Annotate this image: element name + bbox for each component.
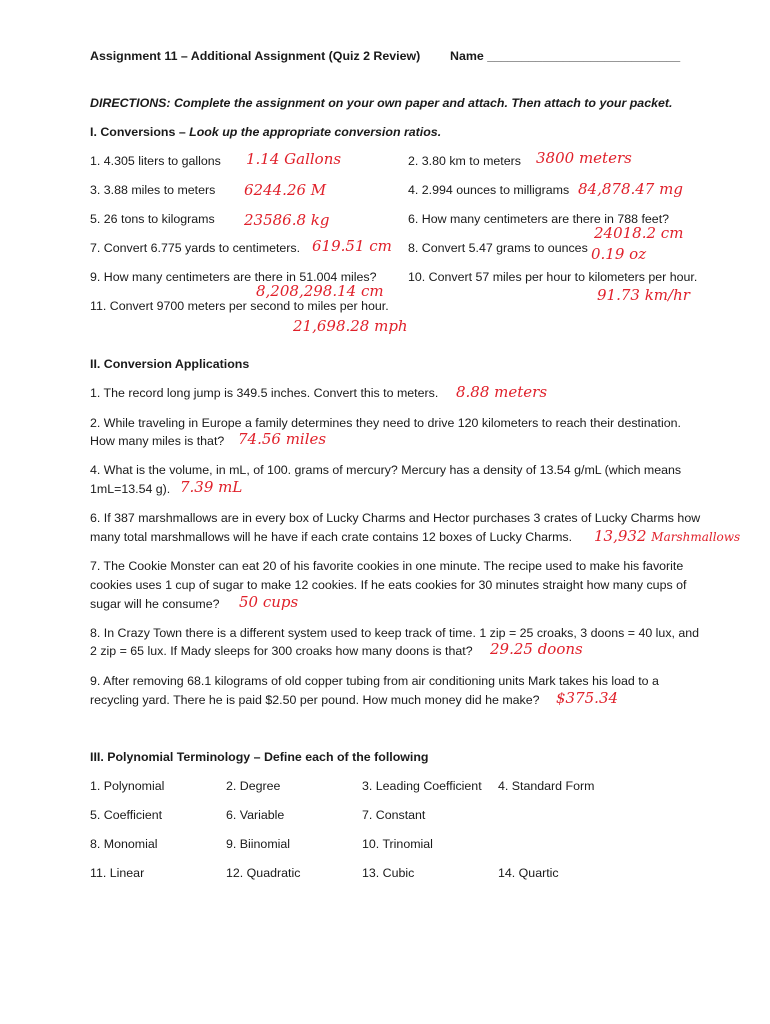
- term-item: 13. Cubic: [362, 866, 415, 880]
- answer-app-q2: 74.56 miles: [238, 430, 327, 448]
- term-item: 6. Variable: [226, 808, 285, 822]
- application-q9-line1: 9. After removing 68.1 kilograms of old copper tubing from air conditioning units Mark takes his load to a: [90, 674, 659, 688]
- answer-q7: 619.51 cm: [312, 237, 392, 255]
- application-q9-line2: recycling yard. There he is paid $2.50 per pound. How much money did he make?: [90, 693, 540, 707]
- application-q7-line1: 7. The Cookie Monster can eat 20 of his favorite cookies in one minute. The recipe used to make his favorite: [90, 559, 684, 573]
- application-q7-line2: cookies uses 1 cup of sugar to make 12 cookies. If he eats cookies for 30 minutes straight how many cups of: [90, 578, 687, 592]
- application-q1: 1. The record long jump is 349.5 inches. Convert this to meters.: [90, 386, 439, 400]
- term-item: 5. Coefficient: [90, 808, 163, 822]
- answer-app-q7: 50 cups: [239, 593, 299, 611]
- term-item: 9. Biinomial: [226, 837, 291, 851]
- term-item: 4. Standard Form: [498, 779, 595, 793]
- answer-q1: 1.14 Gallons: [246, 150, 342, 168]
- term-item: 14. Quartic: [498, 866, 559, 880]
- conversion-q2: 2. 3.80 km to meters: [408, 154, 521, 168]
- conversion-q5: 5. 26 tons to kilograms: [90, 212, 215, 226]
- term-item: 11. Linear: [90, 866, 145, 880]
- application-q6-line2: many total marshmallows will he have if each crate contains 12 boxes of Lucky Charms.: [90, 530, 573, 544]
- conversion-q6: 6. How many centimeters are there in 788 feet?: [408, 212, 670, 226]
- conversion-q1: 1. 4.305 liters to gallons: [90, 154, 221, 168]
- answer-app-q8: 29.25 doons: [490, 640, 583, 658]
- section3-heading: III. Polynomial Terminology – Define each of the following: [90, 750, 429, 764]
- application-q6-line1: 6. If 387 marshmallows are in every box of Lucky Charms and Hector purchases 3 crates of Lucky Charms how: [90, 511, 701, 525]
- answer-app-q1: 8.88 meters: [456, 383, 548, 401]
- term-item: 8. Monomial: [90, 837, 158, 851]
- conversion-q11: 11. Convert 9700 meters per second to miles per hour.: [90, 299, 389, 313]
- conversion-q3: 3. 3.88 miles to meters: [90, 183, 216, 197]
- term-item: 10. Trinomial: [362, 837, 433, 851]
- answer-q11: 21,698.28 mph: [293, 317, 408, 335]
- answer-q4: 84,878.47 mg: [578, 180, 683, 198]
- answer-app-q4: 7.39 mL: [180, 478, 243, 496]
- term-item: 7. Constant: [362, 808, 426, 822]
- term-item: 1. Polynomial: [90, 779, 165, 793]
- application-q2-line2: How many miles is that?: [90, 434, 225, 448]
- conversion-q8: 8. Convert 5.47 grams to ounces: [408, 241, 588, 255]
- answer-app-q9: $375.34: [556, 689, 619, 707]
- answer-q5: 23586.8 kg: [244, 211, 330, 229]
- term-item: 12. Quadratic: [226, 866, 301, 880]
- assignment-title: Assignment 11 – Additional Assignment (Quiz 2 Review): [90, 49, 421, 63]
- answer-app-q6: 13,932 Marshmallows: [594, 527, 741, 545]
- answer-q8: 0.19 oz: [591, 245, 647, 263]
- conversion-q10: 10. Convert 57 miles per hour to kilometers per hour.: [408, 270, 698, 284]
- application-q7-line3: sugar will he consume?: [90, 597, 220, 611]
- answer-q2: 3800 meters: [536, 149, 632, 167]
- answer-q10: 91.73 km/hr: [597, 286, 690, 304]
- directions: DIRECTIONS: Complete the assignment on your own paper and attach. Then attach to your packet.: [90, 96, 673, 110]
- name-line: Name ____________________________: [450, 49, 681, 63]
- application-q2-line1: 2. While traveling in Europe a family determines they need to drive 120 kilometers to reach their destination.: [90, 416, 681, 430]
- section2-heading: II. Conversion Applications: [90, 357, 250, 371]
- application-q8-line1: 8. In Crazy Town there is a different system used to keep track of time. 1 zip = 25 croaks, 3 doons = 40 lux, and: [90, 626, 700, 640]
- application-q4-line1: 4. What is the volume, in mL, of 100. grams of mercury? Mercury has a density of 13.54 g/mL (which means: [90, 463, 682, 477]
- answer-q9: 8,208,298.14 cm: [256, 282, 384, 300]
- application-q8-line2: 2 zip = 65 lux. If Mady sleeps for 300 croaks how many doons is that?: [90, 644, 473, 658]
- application-q4-line2: 1mL=13.54 g).: [90, 482, 171, 496]
- conversion-q9: 9. How many centimeters are there in 51.004 miles?: [90, 270, 377, 284]
- answer-q3: 6244.26 M: [244, 181, 327, 199]
- term-item: 2. Degree: [226, 779, 281, 793]
- term-item: 3. Leading Coefficient: [362, 779, 482, 793]
- conversion-q4: 4. 2.994 ounces to milligrams: [408, 183, 570, 197]
- section1-heading: I. Conversions – Look up the appropriate conversion ratios.: [90, 125, 442, 139]
- answer-q6: 24018.2 cm: [594, 224, 684, 242]
- conversion-q7: 7. Convert 6.775 yards to centimeters.: [90, 241, 301, 255]
